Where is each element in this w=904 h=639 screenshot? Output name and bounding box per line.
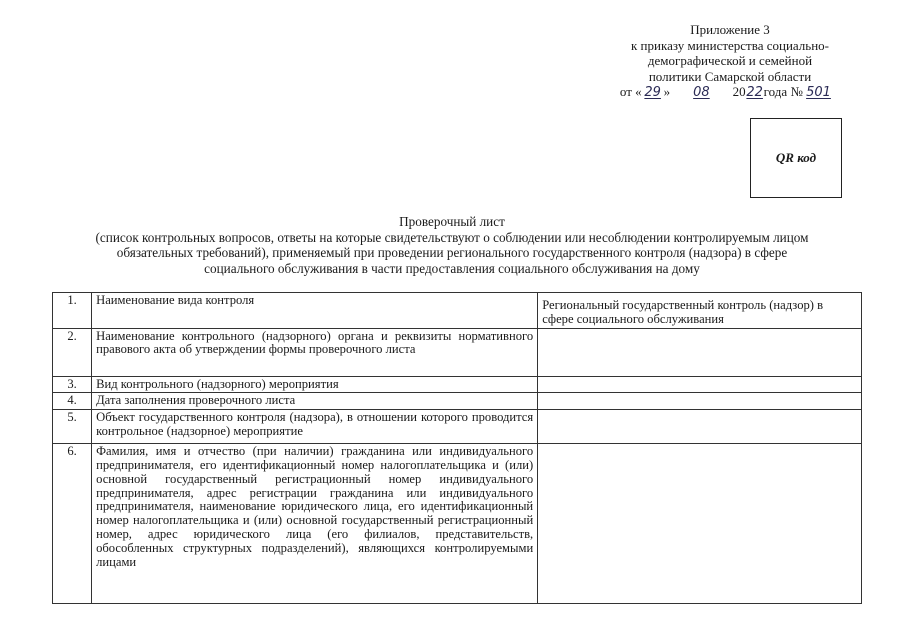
row-question: Дата заполнения проверочного листа (92, 393, 538, 410)
row-question: Объект государственного контроля (надзора), в отношении которого проводится контрольное (надзорное) мероприятие (92, 410, 538, 444)
checklist-table (52, 292, 862, 604)
table-row (53, 293, 862, 329)
appendix-line-1: Приложение 3 (690, 22, 770, 37)
row-number: 6. (53, 444, 92, 604)
row-answer (538, 444, 862, 604)
handwritten-year: 22 (746, 85, 763, 100)
year-prefix: 20 (732, 84, 746, 99)
row-number: 5. (53, 410, 92, 444)
row-question: Фамилия, имя и отчество (при наличии) гражданина или индивидуального предпринимателя, его идентификационный номер налогоплательщика и (или) основной государственный регистрационный номер индивидуального предпринимателя, адрес регистрации гражданина или индивидуального предпринимателя, наименование юридического лица, его идентификационный номер налогоплательщика и (или) основной государственный регистрационный номер, адрес юридического лица (его филиалов, представительств, обособленных структурных подразделений), являющихся контролируемыми лицами (92, 444, 538, 604)
row-number: 4. (53, 393, 92, 410)
row-answer: Региональный государственный контроль (надзор) в сфере социального обслуживания (538, 293, 862, 329)
appendix-header (580, 22, 880, 101)
table-row (53, 376, 862, 393)
title-line-3: обязательных требований), применяемый при проведении регионального государственного контроля (надзора) в сфере (116, 245, 788, 261)
table-row (53, 444, 862, 604)
row-answer (538, 328, 862, 376)
date-mid: » (663, 84, 671, 99)
qr-code-label: QR код (775, 150, 817, 165)
handwritten-day: 29 (644, 85, 661, 100)
table-row (53, 393, 862, 410)
row-question: Наименование контрольного (надзорного) органа и реквизиты нормативного правового акта об утверждении формы проверочного листа (92, 328, 538, 376)
row-answer (538, 376, 862, 393)
row-number: 1. (53, 293, 92, 329)
date-prefix: от « (619, 84, 642, 99)
handwritten-order-number: 501 (806, 85, 831, 100)
year-word: года № (763, 84, 803, 99)
row-question: Наименование вида контроля (92, 293, 538, 329)
row-number: 3. (53, 376, 92, 393)
row-answer (538, 410, 862, 444)
qr-code-box (750, 118, 842, 198)
title-line-2: (список контрольных вопросов, ответы на которые свидетельствуют о соблюдении или несоблюдении контролируемым лицом (95, 229, 809, 245)
title-line-1: Проверочный лист (399, 214, 505, 229)
appendix-line-3: демографической и семейной (647, 53, 813, 68)
appendix-line-4: политики Самарской области (648, 68, 812, 84)
row-answer (538, 393, 862, 410)
appendix-line-2: к приказу министерства социально- (630, 37, 829, 53)
table-row (53, 328, 862, 376)
row-number: 2. (53, 328, 92, 376)
table-row (53, 410, 862, 444)
document-title (30, 214, 874, 276)
title-line-4: социального обслуживания в части предоставления социального обслуживания на дому (204, 260, 700, 276)
handwritten-month: 08 (693, 85, 710, 100)
appendix-date-line (580, 84, 880, 101)
row-question: Вид контрольного (надзорного) мероприятия (92, 376, 538, 393)
